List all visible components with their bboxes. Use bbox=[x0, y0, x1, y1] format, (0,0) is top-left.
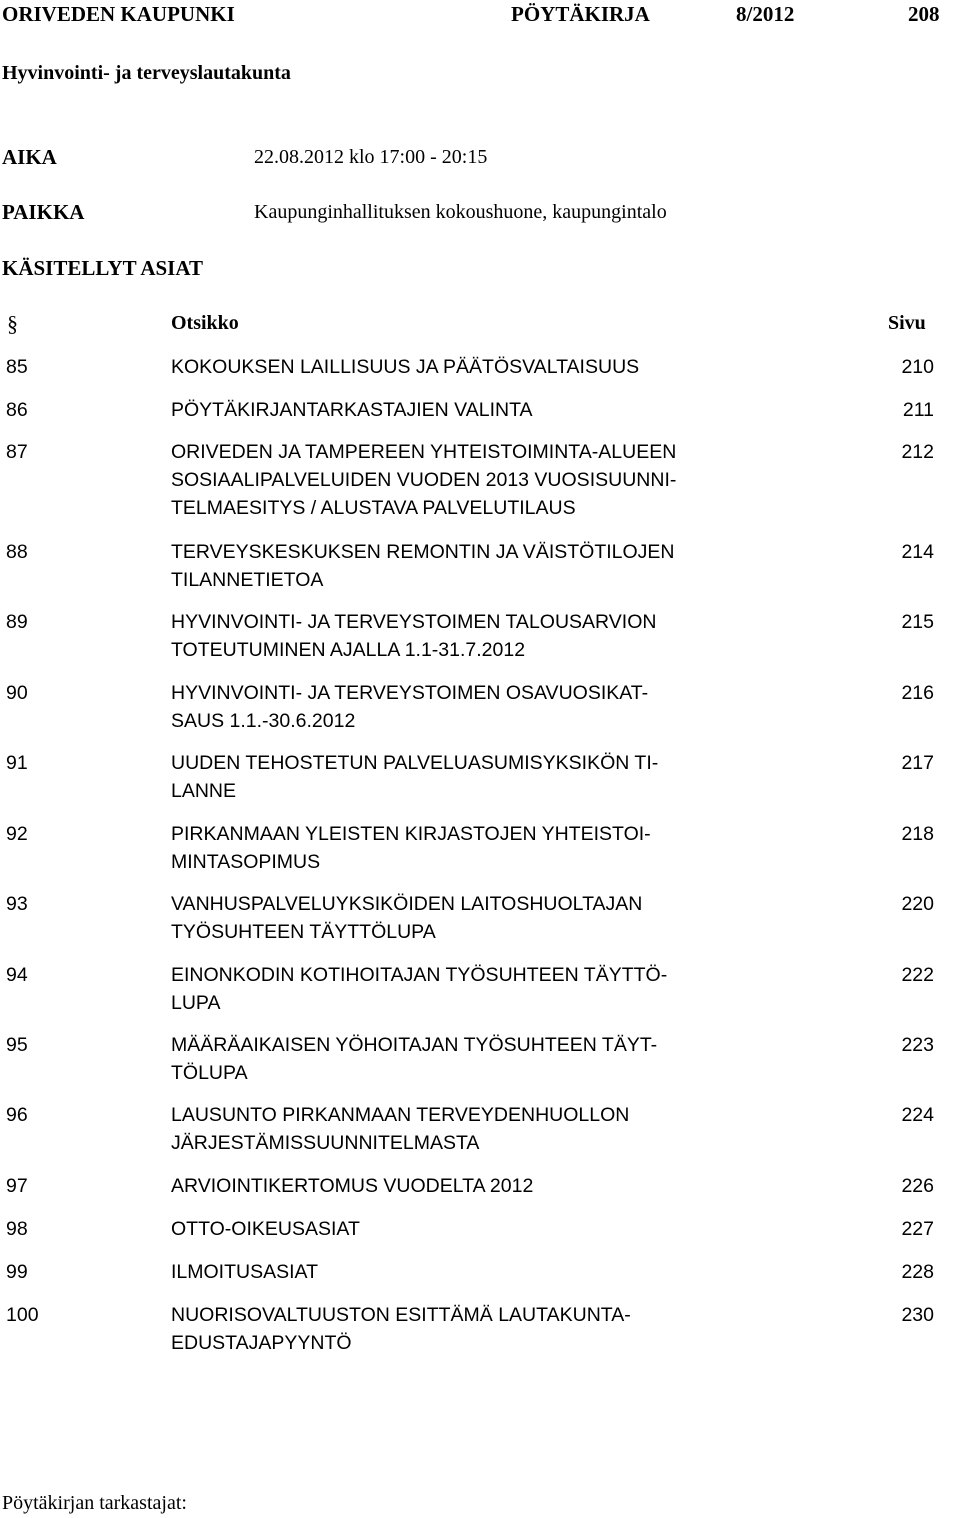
issue-number: 8/2012 bbox=[736, 2, 795, 26]
agenda-item-page: 217 bbox=[901, 752, 934, 774]
agenda-item-title-line: TERVEYSKESKUKSEN REMONTIN JA VÄISTÖTILOJEN bbox=[171, 541, 675, 563]
agenda-item-title-line: MINTASOPIMUS bbox=[171, 851, 321, 873]
agenda-item-number: 89 bbox=[6, 611, 28, 633]
agenda-item-number: 94 bbox=[6, 964, 28, 986]
agenda-item-page: 210 bbox=[901, 356, 934, 378]
agenda-item-title-line: UUDEN TEHOSTETUN PALVELUASUMISYKSIKÖN TI- bbox=[171, 752, 659, 774]
agenda-item-number: 96 bbox=[6, 1104, 28, 1126]
agenda-item-number: 88 bbox=[6, 541, 28, 563]
agenda-item-title bbox=[171, 679, 771, 735]
agenda-item-title-line: TELMAESITYS / ALUSTAVA PALVELUTILAUS bbox=[171, 497, 576, 519]
agenda-item-page: 211 bbox=[902, 399, 934, 421]
section-title: KÄSITELLYT ASIAT bbox=[2, 256, 203, 280]
agenda-item-number: 90 bbox=[6, 682, 28, 704]
agenda-item-title-line: VANHUSPALVELUYKSIKÖIDEN LAITOSHUOLTAJAN bbox=[171, 893, 643, 915]
agenda-item-title-line: EINONKODIN KOTIHOITAJAN TYÖSUHTEEN TÄYTTÖ- bbox=[171, 964, 668, 986]
agenda-item-number: 99 bbox=[6, 1261, 28, 1283]
agenda-item-title-line: TYÖSUHTEEN TÄYTTÖLUPA bbox=[171, 921, 436, 943]
agenda-item-title bbox=[171, 1101, 771, 1157]
agenda-item-title-line: MÄÄRÄAIKAISEN YÖHOITAJAN TYÖSUHTEEN TÄYT- bbox=[171, 1034, 658, 1056]
agenda-item-title-line: EDUSTAJAPYYNTÖ bbox=[171, 1332, 352, 1354]
agenda-item-number: 87 bbox=[6, 441, 28, 463]
agenda-item-title bbox=[171, 1258, 771, 1286]
agenda-item-title-line: SAUS 1.1.-30.6.2012 bbox=[171, 710, 356, 732]
document-type: PÖYTÄKIRJA bbox=[511, 2, 650, 26]
agenda-item-title-line: LANNE bbox=[171, 780, 237, 802]
agenda-item-title-line: PIRKANMAAN YLEISTEN KIRJASTOJEN YHTEISTOI- bbox=[171, 823, 651, 845]
agenda-item-title bbox=[171, 438, 771, 522]
column-header-page: Sivu bbox=[888, 312, 926, 334]
agenda-item-title-line: LAUSUNTO PIRKANMAAN TERVEYDENHUOLLON bbox=[171, 1104, 630, 1126]
agenda-item-number: 92 bbox=[6, 823, 28, 845]
agenda-item-title bbox=[171, 1215, 771, 1243]
agenda-item-title-line: LUPA bbox=[171, 992, 221, 1014]
org-name: ORIVEDEN KAUPUNKI bbox=[2, 2, 235, 26]
agenda-item-title bbox=[171, 396, 771, 424]
time-value: 22.08.2012 klo 17:00 - 20:15 bbox=[254, 146, 488, 168]
agenda-item-page: 216 bbox=[901, 682, 934, 704]
footer-reviewers: Pöytäkirjan tarkastajat: bbox=[2, 1492, 187, 1514]
agenda-item-title bbox=[171, 1301, 771, 1357]
agenda-item-page: 224 bbox=[901, 1104, 934, 1126]
agenda-item-title bbox=[171, 538, 771, 594]
agenda-item-page: 230 bbox=[901, 1304, 934, 1326]
place-value: Kaupunginhallituksen kokoushuone, kaupungintalo bbox=[254, 201, 667, 223]
agenda-item-page: 215 bbox=[901, 611, 934, 633]
agenda-item-page: 227 bbox=[901, 1218, 934, 1240]
agenda-item-page: 222 bbox=[901, 964, 934, 986]
agenda-item-number: 93 bbox=[6, 893, 28, 915]
agenda-item-number: 86 bbox=[6, 399, 28, 421]
agenda-item-title-line: ORIVEDEN JA TAMPEREEN YHTEISTOIMINTA-ALUEEN bbox=[171, 441, 677, 463]
place-label: PAIKKA bbox=[2, 200, 85, 224]
agenda-item-title bbox=[171, 820, 771, 876]
agenda-item-number: 100 bbox=[6, 1304, 39, 1326]
agenda-item-title-line: PÖYTÄKIRJANTARKASTAJIEN VALINTA bbox=[171, 399, 533, 421]
agenda-item-page: 226 bbox=[901, 1175, 934, 1197]
agenda-item-title bbox=[171, 890, 771, 946]
agenda-item-title-line: SOSIAALIPALVELUIDEN VUODEN 2013 VUOSISUUNNI- bbox=[171, 469, 677, 491]
agenda-item-title-line: JÄRJESTÄMISSUUNNITELMASTA bbox=[171, 1132, 480, 1154]
agenda-item-title bbox=[171, 353, 771, 381]
agenda-item-title-line: TILANNETIETOA bbox=[171, 569, 324, 591]
agenda-item-number: 85 bbox=[6, 356, 28, 378]
agenda-item-title bbox=[171, 608, 771, 664]
agenda-item-title-line: ILMOITUSASIAT bbox=[171, 1261, 318, 1283]
time-label: AIKA bbox=[2, 145, 57, 169]
agenda-item-title-line: HYVINVOINTI- JA TERVEYSTOIMEN OSAVUOSIKAT- bbox=[171, 682, 649, 704]
agenda-item-number: 95 bbox=[6, 1034, 28, 1056]
agenda-item-title-line: OTTO-OIKEUSASIAT bbox=[171, 1218, 360, 1240]
agenda-item-title-line: HYVINVOINTI- JA TERVEYSTOIMEN TALOUSARVION bbox=[171, 611, 657, 633]
agenda-item-title-line: ARVIOINTIKERTOMUS VUODELTA 2012 bbox=[171, 1175, 534, 1197]
section-sign-icon: § bbox=[7, 311, 18, 336]
agenda-item-page: 223 bbox=[901, 1034, 934, 1056]
agenda-item-page: 218 bbox=[901, 823, 934, 845]
agenda-item-page: 228 bbox=[901, 1261, 934, 1283]
agenda-item-title bbox=[171, 749, 771, 805]
agenda-item-title-line: TÖLUPA bbox=[171, 1062, 248, 1084]
column-header-title: Otsikko bbox=[171, 312, 239, 334]
agenda-item-page: 220 bbox=[901, 893, 934, 915]
agenda-item-title-line: TOTEUTUMINEN AJALLA 1.1-31.7.2012 bbox=[171, 639, 526, 661]
board-name: Hyvinvointi- ja terveyslautakunta bbox=[2, 62, 291, 84]
agenda-item-title bbox=[171, 1031, 771, 1087]
agenda-item-title-line: NUORISOVALTUUSTON ESITTÄMÄ LAUTAKUNTA- bbox=[171, 1304, 631, 1326]
agenda-item-number: 98 bbox=[6, 1218, 28, 1240]
agenda-item-page: 212 bbox=[901, 441, 934, 463]
agenda-item-number: 97 bbox=[6, 1175, 28, 1197]
agenda-item-title bbox=[171, 1172, 771, 1200]
agenda-item-title-line: KOKOUKSEN LAILLISUUS JA PÄÄTÖSVALTAISUUS bbox=[171, 356, 640, 378]
agenda-item-page: 214 bbox=[901, 541, 934, 563]
page-number: 208 bbox=[908, 2, 940, 26]
agenda-item-number: 91 bbox=[6, 752, 28, 774]
agenda-item-title bbox=[171, 961, 771, 1017]
